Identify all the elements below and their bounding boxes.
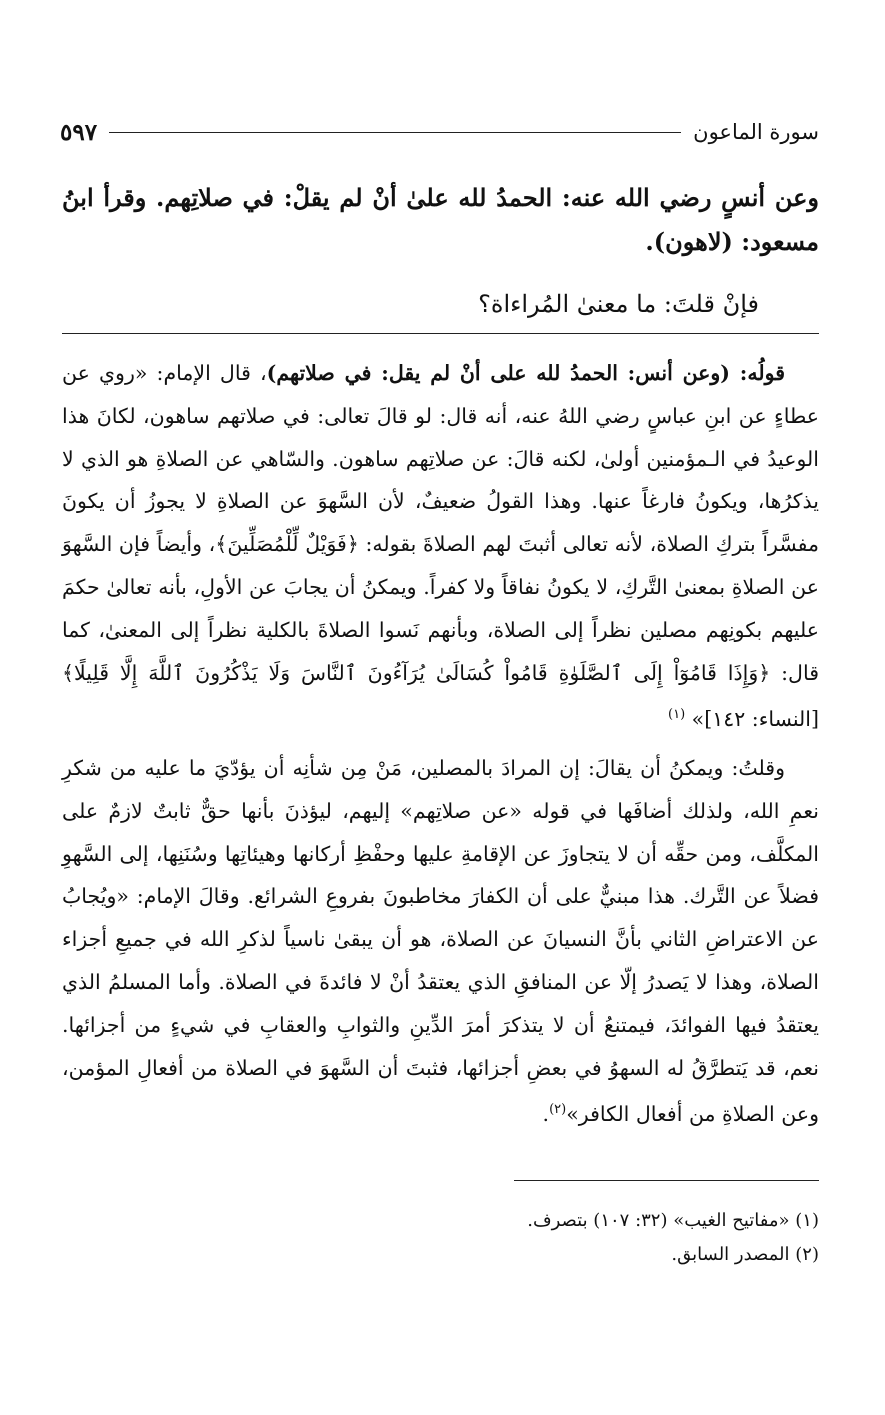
commentary-text: وقلتُ: ويمكنُ أن يقالَ: إن المرادَ بالمصلين، مَنْ مِن شأنِه أن يؤدّيَ ما عليه من شكرِ نعمِ الله، ولذلك أضافَها في قوله «عن صلاتِهم» إليهم، ليؤذنَ بأنها حقٌّ ثابتٌ لازمٌ على المكلَّف، ومن حقِّه أن لا يتجاوزَ عن الإقامةِ عليها وحفْظِ أركانها وهيئاتِها وسُنَنِها، إلى السَّهوِ فضلاً عن التَّرك. هذا مبنيٌّ على أن الكفارَ مخاطبونَ بفروعِ الشرائع. وقالَ الإمام: «ويُجابُ عن الاعتراضِ الثاني بأنَّ النسيانَ عن الصلاة، هو أن يبقىٰ ناسياً لذكرِ الله في جميعِ أجزاء الصلاة، وهذا لا يَصدرُ إلّا عن المنافقِ الذي يعتقدُ أنْ لا فائدةَ في الصلاة. وأما المسلمُ الذي يعتقدُ فيها الفوائدَ، فيمتنعُ أن لا يتذكرَ أمرَ الدِّينِ والثوابِ والعقابِ في شيءٍ من أجزائها. نعم، قد يَتطرَّقُ له السهوُ في بعضِ أجزائها، فثبتَ أن السَّهوَ في الصلاة من أفعالِ المؤمن، وعن الصلاةِ من أفعال الكافر» [62,756,819,1127]
footnote-ref: (١) [668,707,686,723]
section-divider [62,333,819,334]
footnote-divider [514,1180,819,1181]
commentary-paragraph [62,747,819,1136]
commentary [62,352,819,1142]
footnote-ref: (٢) [549,1102,567,1118]
surah-title: سورة الماعون [693,120,819,144]
quoted-lemma: قولُه: (وعن أنس: الحمدُ لله على أنْ لم يقل: في صلاتهم) [266,361,785,385]
footnote: (١) «مفاتيح الغيب» (٣٢: ١٠٧) بتصرف. [527,1210,819,1231]
main-text [62,176,819,326]
header-rule [109,132,681,133]
footnote: (٢) المصدر السابق. [671,1244,819,1265]
commentary-text: ، قال الإمام: «روي عن عطاءٍ عن ابنِ عباسٍ رضي اللهُ عنه، أنه قال: لو قالَ تعالى: في صلاتهم ساهون، لكانَ هذا الوعيدُ في الـمؤمنين أولىٰ، لكنه قالَ: عن صلاتِهم ساهون. والسّاهي عن الصلاةِ هو الذي لا يذكرُها، ويكونُ فارغاً عنها. وهذا القولُ ضعيفٌ، لأن السَّهوَ عن الصلاةِ لا يجوزُ أن يكونَ مفسَّراً بتركِ الصلاة، لأنه تعالى أثبتَ لهم الصلاةَ بقوله: ﴿فَوَيْلٌ لِّلْمُصَلِّينَ﴾، وأيضاً فإن السَّهوَ عن الصلاةِ بمعنىٰ التَّركِ، لا يكونُ نفاقاً ولا كفراً. ويمكنُ أن يجابَ عن الأولِ، بأنه تعالىٰ حكمَ عليهم بكونِهم مصلين نظراً إلى الصلاة، وبأنهم نَسوا الصلاةَ بالكلية نظراً إلى المعنىٰ، كما قال: ﴿وَإِذَا قَامُوٓاْ إِلَى ٱلصَّلَوٰةِ قَامُواْ كُسَالَىٰ يُرَآءُونَ ٱلنَّاسَ وَلَا يَذْكُرُونَ ٱللَّهَ إِلَّا قَلِيلًا﴾ [النساء: ١٤٢]» [62,361,819,732]
running-header [60,112,819,152]
footnotes [62,1204,819,1272]
commentary-paragraph [62,352,819,741]
main-text-question: فإنْ قلتَ: ما معنىٰ المُراءاة؟ [478,290,759,318]
page-number: ٥٩٧ [60,118,98,146]
commentary-end: . [542,1102,550,1127]
main-text-paragraph: وعن أنسٍ رضي الله عنه: الحمدُ لله علىٰ أنْ لم يقلْ: في صلاتِهم. وقرأ ابنُ مسعود: (لاهون). [62,183,819,256]
